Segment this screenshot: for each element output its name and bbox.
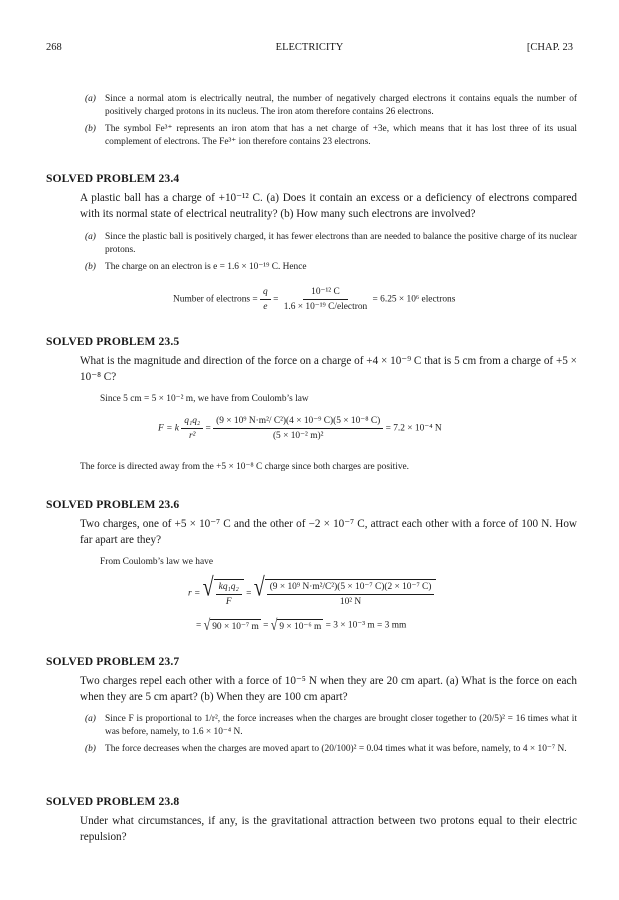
question-23-7: Two charges repel each other with a force of 10⁻⁵ N when they are 20 cm apart. (a) What is the force on each when they are 5 cm apart? (b) When they are 100 cm apart? — [80, 675, 577, 703]
fraction-values: $\frac{\text{(9 × 10⁹ N·m²/ C²)(4 × 10⁻⁹ C)(5 × 10⁻⁸ C)}}{\text{(5 × 10⁻² m)²}}$ — [213, 415, 383, 442]
eq-label: Number of electrons = — [173, 294, 258, 305]
part-text: Since a normal atom is electrically neutral, the number of negatively charged electrons it contains equals the number of positively charged protons in its nucleus. The iron atom therefore contains 26 electrons. — [105, 94, 577, 117]
sqrt-sign: √ $\frac{\text{(9 × 10⁹ N·m²/C²)(5 × 10⁻⁷ C)(2 × 10⁻⁷ C)}}{\text{10² N}}$ — [254, 579, 437, 608]
part-text: Since the plastic ball is positively charged, it has fewer electrons than are needed to balance the positive charge of its nuclear protons. — [105, 232, 577, 255]
equation-23-6-result: = √ 90 × 10⁻⁷ m = √ 9 × 10⁻⁶ m = 3 × 10⁻³ m = 3 mm — [196, 615, 407, 634]
answer-23-4-b — [85, 261, 577, 275]
part-text: The force decreases when the charges are moved apart to (20/100)² = 0.04 times what it was before, namely, to 4 × 10⁻⁷ N. — [105, 744, 567, 754]
equation-23-4: Number of electrons = $\frac{q}{e}$ = $\frac{\text{10⁻¹² C}}{\text{1.6 × 10⁻¹⁹ C/electron}}$ = 6.25 × 10⁶ electrons — [173, 287, 456, 312]
part-label: (a) — [85, 714, 96, 724]
equation-23-6: r = √ $\frac{\text{kq₁q₂}}{F}$ = √ $\frac{\text{(9 × 10⁹ N·m²/C²)(5 × 10⁻⁷ C)(2 × 10⁻⁷ C)}}{\text{10² N}}$ — [188, 579, 436, 608]
part-text: Since F is proportional to 1/r², the force increases when the charges are brought closer together to (20/5)² = 16 times what it was before, namely, to 1.6 × 10⁻⁴ N. — [105, 714, 577, 737]
chapter-label: [CHAP. 23 — [526, 42, 573, 53]
fraction-q-over-e: $\frac{q}{e}$ — [260, 286, 271, 313]
answer-23-7-a — [85, 713, 577, 741]
part-label: (a) — [85, 94, 96, 104]
answer-23-7-b — [85, 743, 577, 771]
sqrt-sign: √ $\frac{\text{kq₁q₂}}{F}$ — [203, 579, 244, 608]
part-text: The symbol Fe³⁺ represents an iron atom that has a net charge of +3e, which means that it has lost three of its usual complement of electrons. The Fe³⁺ ion therefore contains 23 electrons. — [105, 124, 577, 147]
eq-result: = 7.2 × 10⁻⁴ N — [385, 423, 442, 434]
question-23-8: Under what circumstances, if any, is the gravitational attraction between two protons equal to their electric repulsion? — [80, 815, 577, 843]
fraction-q1q2-r2: $\frac{\text{q₁q₂}}{\text{r²}}$ — [181, 415, 203, 442]
heading-23-5: SOLVED PROBLEM 23.5 — [46, 335, 180, 348]
part-label: (a) — [85, 232, 96, 242]
sqrt-sign: √ 90 × 10⁻⁷ m — [203, 615, 259, 634]
part-label: (b) — [85, 124, 96, 134]
text-23-5-intro: Since 5 cm = 5 × 10⁻² m, we have from Coulomb’s law — [100, 394, 309, 404]
part-text: The charge on an electron is e = 1.6 × 10⁻¹⁹ C. Hence — [105, 262, 307, 272]
part-label: (b) — [85, 262, 96, 272]
intro-part-a — [85, 93, 577, 121]
answer-23-4-a — [85, 231, 577, 259]
text-23-5-conclusion: The force is directed away from the +5 × 10⁻⁸ C charge since both charges are positive. — [80, 462, 410, 472]
question-23-5: What is the magnitude and direction of the force on a charge of +4 × 10⁻⁹ C that is 5 cm from a charge of +5 × 10⁻⁸ C? — [80, 355, 577, 383]
intro-part-b — [85, 123, 577, 151]
fraction-values: $\frac{\text{10⁻¹² C}}{\text{1.6 × 10⁻¹⁹ C/electron}}$ — [283, 287, 368, 312]
heading-23-7: SOLVED PROBLEM 23.7 — [46, 655, 180, 668]
equation-23-5: F = k $\frac{\text{q₁q₂}}{\text{r²}}$ = $\frac{\text{(9 × 10⁹ N·m²/ C²)(4 × 10⁻⁹ C)(5 × 10⁻⁸ C)}}{\text{(5 × 10⁻² m)²}}$ = 7.2 × 10⁻⁴ N — [158, 416, 442, 441]
heading-23-4: SOLVED PROBLEM 23.4 — [46, 172, 180, 185]
heading-23-6: SOLVED PROBLEM 23.6 — [46, 498, 180, 511]
question-23-6: Two charges, one of +5 × 10⁻⁷ C and the other of −2 × 10⁻⁷ C, attract each other with a force of 100 N. How far apart are they? — [80, 518, 577, 546]
part-label: (b) — [85, 744, 96, 754]
eq-result: = 6.25 × 10⁶ electrons — [372, 294, 456, 305]
question-23-4: A plastic ball has a charge of +10⁻¹² C. (a) Does it contain an excess or a deficiency of electrons compared with its normal state of electrical neutrality? (b) How many such electrons are involved? — [80, 192, 577, 220]
page-number: 268 — [46, 42, 62, 53]
running-title: ELECTRICITY — [275, 42, 344, 53]
text-23-6-intro: From Coulomb’s law we have — [100, 557, 214, 567]
heading-23-8: SOLVED PROBLEM 23.8 — [46, 795, 180, 808]
sqrt-sign: √ 9 × 10⁻⁶ m — [270, 615, 322, 634]
